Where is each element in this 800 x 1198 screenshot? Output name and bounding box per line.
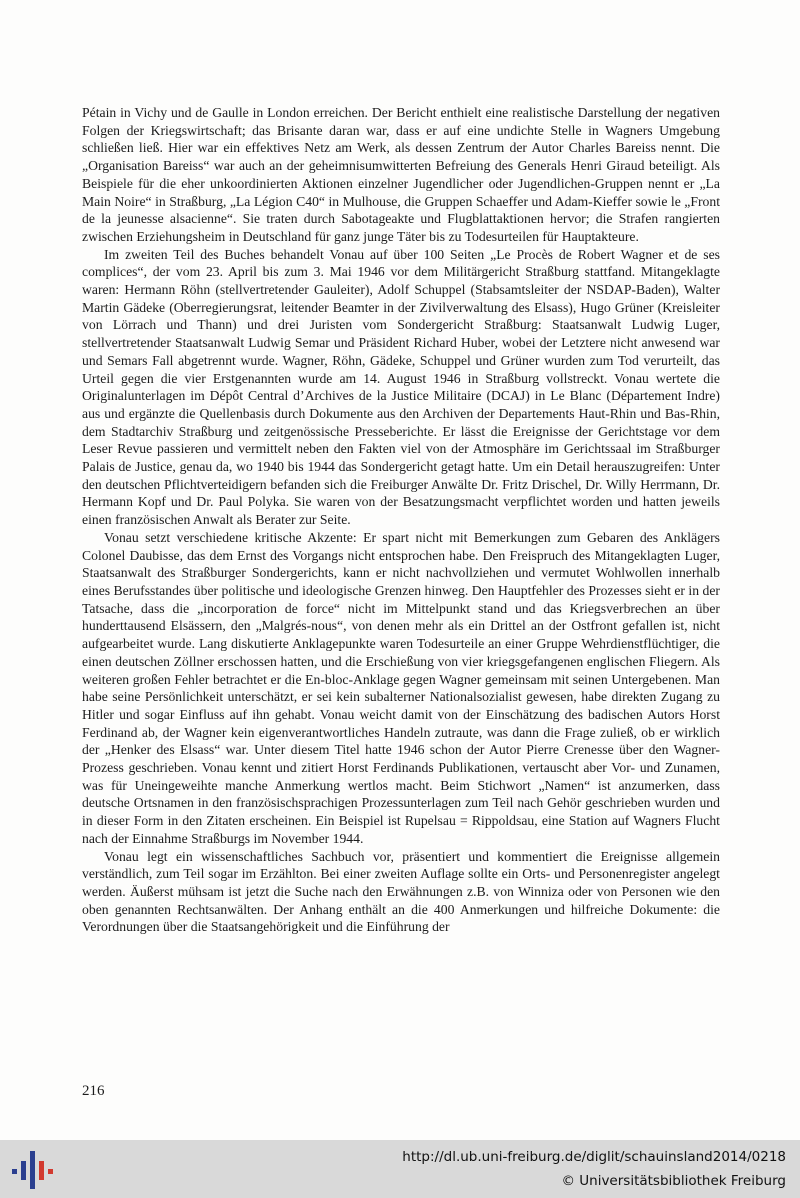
paragraph-1: Pétain in Vichy und de Gaulle in London erreichen. Der Bericht enthielt eine realistische Darstellung der negativen Folgen der Kriegswirtschaft; das Brisante daran war, dass er auf eine undichte Stelle in Wagners Umgebung schließen ließ. Hier war ein effektives Netz am Werk, als dessen Zentrum der Autor Charles Bareiss nennt. Die „Organisation Bareiss“ war auch an der geheimnisumwitterten Befreiung des Generals Henri Giraud beteiligt. Als Beispiele für die eher unkoordinierten Aktionen einzelner Jugendlicher oder Jugendlichen-Gruppen nennt er „La Main Noire“ in Straßburg, „La Légion C40“ in Mulhouse, die Gruppen Schaeffer und Adam-Kieffer sowie le „Front de la jeunesse alsacienne“. Sie traten durch Sabotageakte und Flugblattaktionen hervor; die Strafen rangierten zwischen Erziehungsheim in Deutschland für ganz junge Täter bis zu Todesurteilen für Hauptakteure. [82, 105, 720, 244]
footer-url-link[interactable]: http://dl.ub.uni-freiburg.de/diglit/schauinsland2014/0218 [402, 1149, 786, 1165]
body-text [82, 104, 720, 936]
footer-copyright: © Universitätsbibliothek Freiburg [561, 1173, 786, 1189]
paragraph-4: Vonau legt ein wissenschaftliches Sachbuch vor, präsentiert und kommentiert die Ereignisse allgemein verständlich, zum Teil sogar im Erzählton. Bei einer zweiten Auflage sollte ein Orts- und Personenregister angelegt werden. Äußerst mühsam ist jetzt die Suche nach den Erwähnungen z.B. von Winniza oder von Personen wie den oben genannten Rechtsanwälten. Der Anhang enthält an die 400 Anmerkungen und hilfreiche Dokumente: die Verordnungen über die Staatsangehörigkeit und die Einführung der [82, 848, 720, 935]
page-number: 216 [82, 1083, 105, 1099]
paragraph-3: Vonau setzt verschiedene kritische Akzente: Er spart nicht mit Bemerkungen zum Gebaren des Anklägers Colonel Daubisse, das dem Ernst des Vorgangs nicht entsprochen habe. Den Freispruch des Mitangeklagten Luger, Staatsanwalt des Straßburger Sondergerichts, kann er nicht nachvollziehen und vermutet Wohlwollen innerhalb eines Berufsstandes über politische und ideologische Grenzen hinweg. Den Hauptfehler des Prozesses sieht er in der Tatsache, dass die „incorporation de force“ nicht im Mittelpunkt stand und das Kriegsverbrechen an über hunderttausend Elsässern, den „Malgrés-nous“, von denen mehr als ein Drittel an der Ostfront gefallen ist, nicht aufgearbeitet wurde. Lang diskutierte Anklagepunkte waren Todesurteile an einer Gruppe Wehrdienstflüchtiger, die einen deutschen Zöllner erschossen hatten, und die Erschießung von vier kriegsgefangenen englischen Fliegern. Als weiteren großen Fehler betrachtet er die En-bloc-Anklage gegen Wagner gemeinsam mit seinen Untergebenen. Man habe seine Persönlichkeit unterschätzt, er sei kein subalterner Nationalsozialist gewesen, habe direkten Zugang zu Hitler und sogar Einfluss auf ihn gehabt. Vonau weicht damit von der Einschätzung des badischen Autors Horst Ferdinand ab, der Wagner kein eigenverantwortliches Handeln zutraute, was dann die Frage zuließ, ob er wirklich der „Henker des Elsass“ war. Unter diesem Titel hatte 1946 schon der Autor Pierre Crenesse über den Wagner-Prozess geschrieben. Vonau kennt und zitiert Horst Ferdinands Publikationen, vertauscht aber Vor- und Zunamen, was für Uneingeweihte manche Anmerkung wertlos macht. Beim Stichwort „Namen“ ist anzumerken, dass deutsche Ortsnamen in den französischsprachigen Prozessunterlagen zum Teil nach Gehör geschrieben wurden und in dieser Form in den Zitaten erscheinen. Ein Beispiel ist Rupelsau = Rippoldsau, eine Station auf Wagners Flucht nach der Einnahme Straßburgs im November 1944. [82, 529, 720, 846]
paragraph-2: Im zweiten Teil des Buches behandelt Vonau auf über 100 Seiten „Le Procès de Robert Wagner et de ses complices“, der vom 23. April bis zum 3. Mai 1946 vor dem Militärgericht Straßburg stattfand. Mitangeklagte waren: Hermann Röhn (stellvertretender Gauleiter), Adolf Schuppel (Stabsamtsleiter der NSDAP-Baden), Walter Martin Gädeke (Oberregierungsrat, leitender Beamter in der Zivilverwaltung des Elsass), Hugo Grüner (Kreisleiter von Lörrach und Thann) und drei Juristen vom Sondergericht Straßburg: Staatsanwalt Ludwig Luger, stellvertretender Staatsanwalt Ludwig Semar und Präsident Richard Huber, wobei der Letztere nicht anwesend war und Semars Fall abgetrennt wurde. Wagner, Röhn, Gädeke, Schuppel und Grüner wurden zum Tod verurteilt, das Urteil gegen die vier Erstgenannten wurde am 14. August 1946 in Straßburg vollstreckt. Vonau wertete die Originalunterlagen im Dépôt Central d’Archives de la Justice Militaire (DCAJ) in Le Blanc (Département Indre) aus und ergänzte die Quellenbasis durch Dokumente aus den Archiven der Departements Haut-Rhin und Bas-Rhin, dem Stadtarchiv Straßburg und zeitgenössische Presseberichte. Er lässt die Ereignisse der Gerichtstage vor dem Leser Revue passieren und vermittelt neben den Fakten viel von der Atmosphäre im Gerichtssaal im Straßburger Palais de Justice, genau da, wo 1940 bis 1944 das Sondergericht getagt hatte. Um ein Detail herauszugreifen: Unter den deutschen Pflichtverteidigern befanden sich die Freiburger Anwälte Dr. Fritz Drischel, Dr. Willy Herrmann, Dr. Hermann Kopf und Dr. Paul Polyka. Sie waren von der Besatzungsmacht verpflichtet worden und hatten jeweils einen französischen Anwalt als Berater zur Seite. [82, 246, 720, 528]
ub-freiburg-logo-icon [10, 1147, 54, 1191]
